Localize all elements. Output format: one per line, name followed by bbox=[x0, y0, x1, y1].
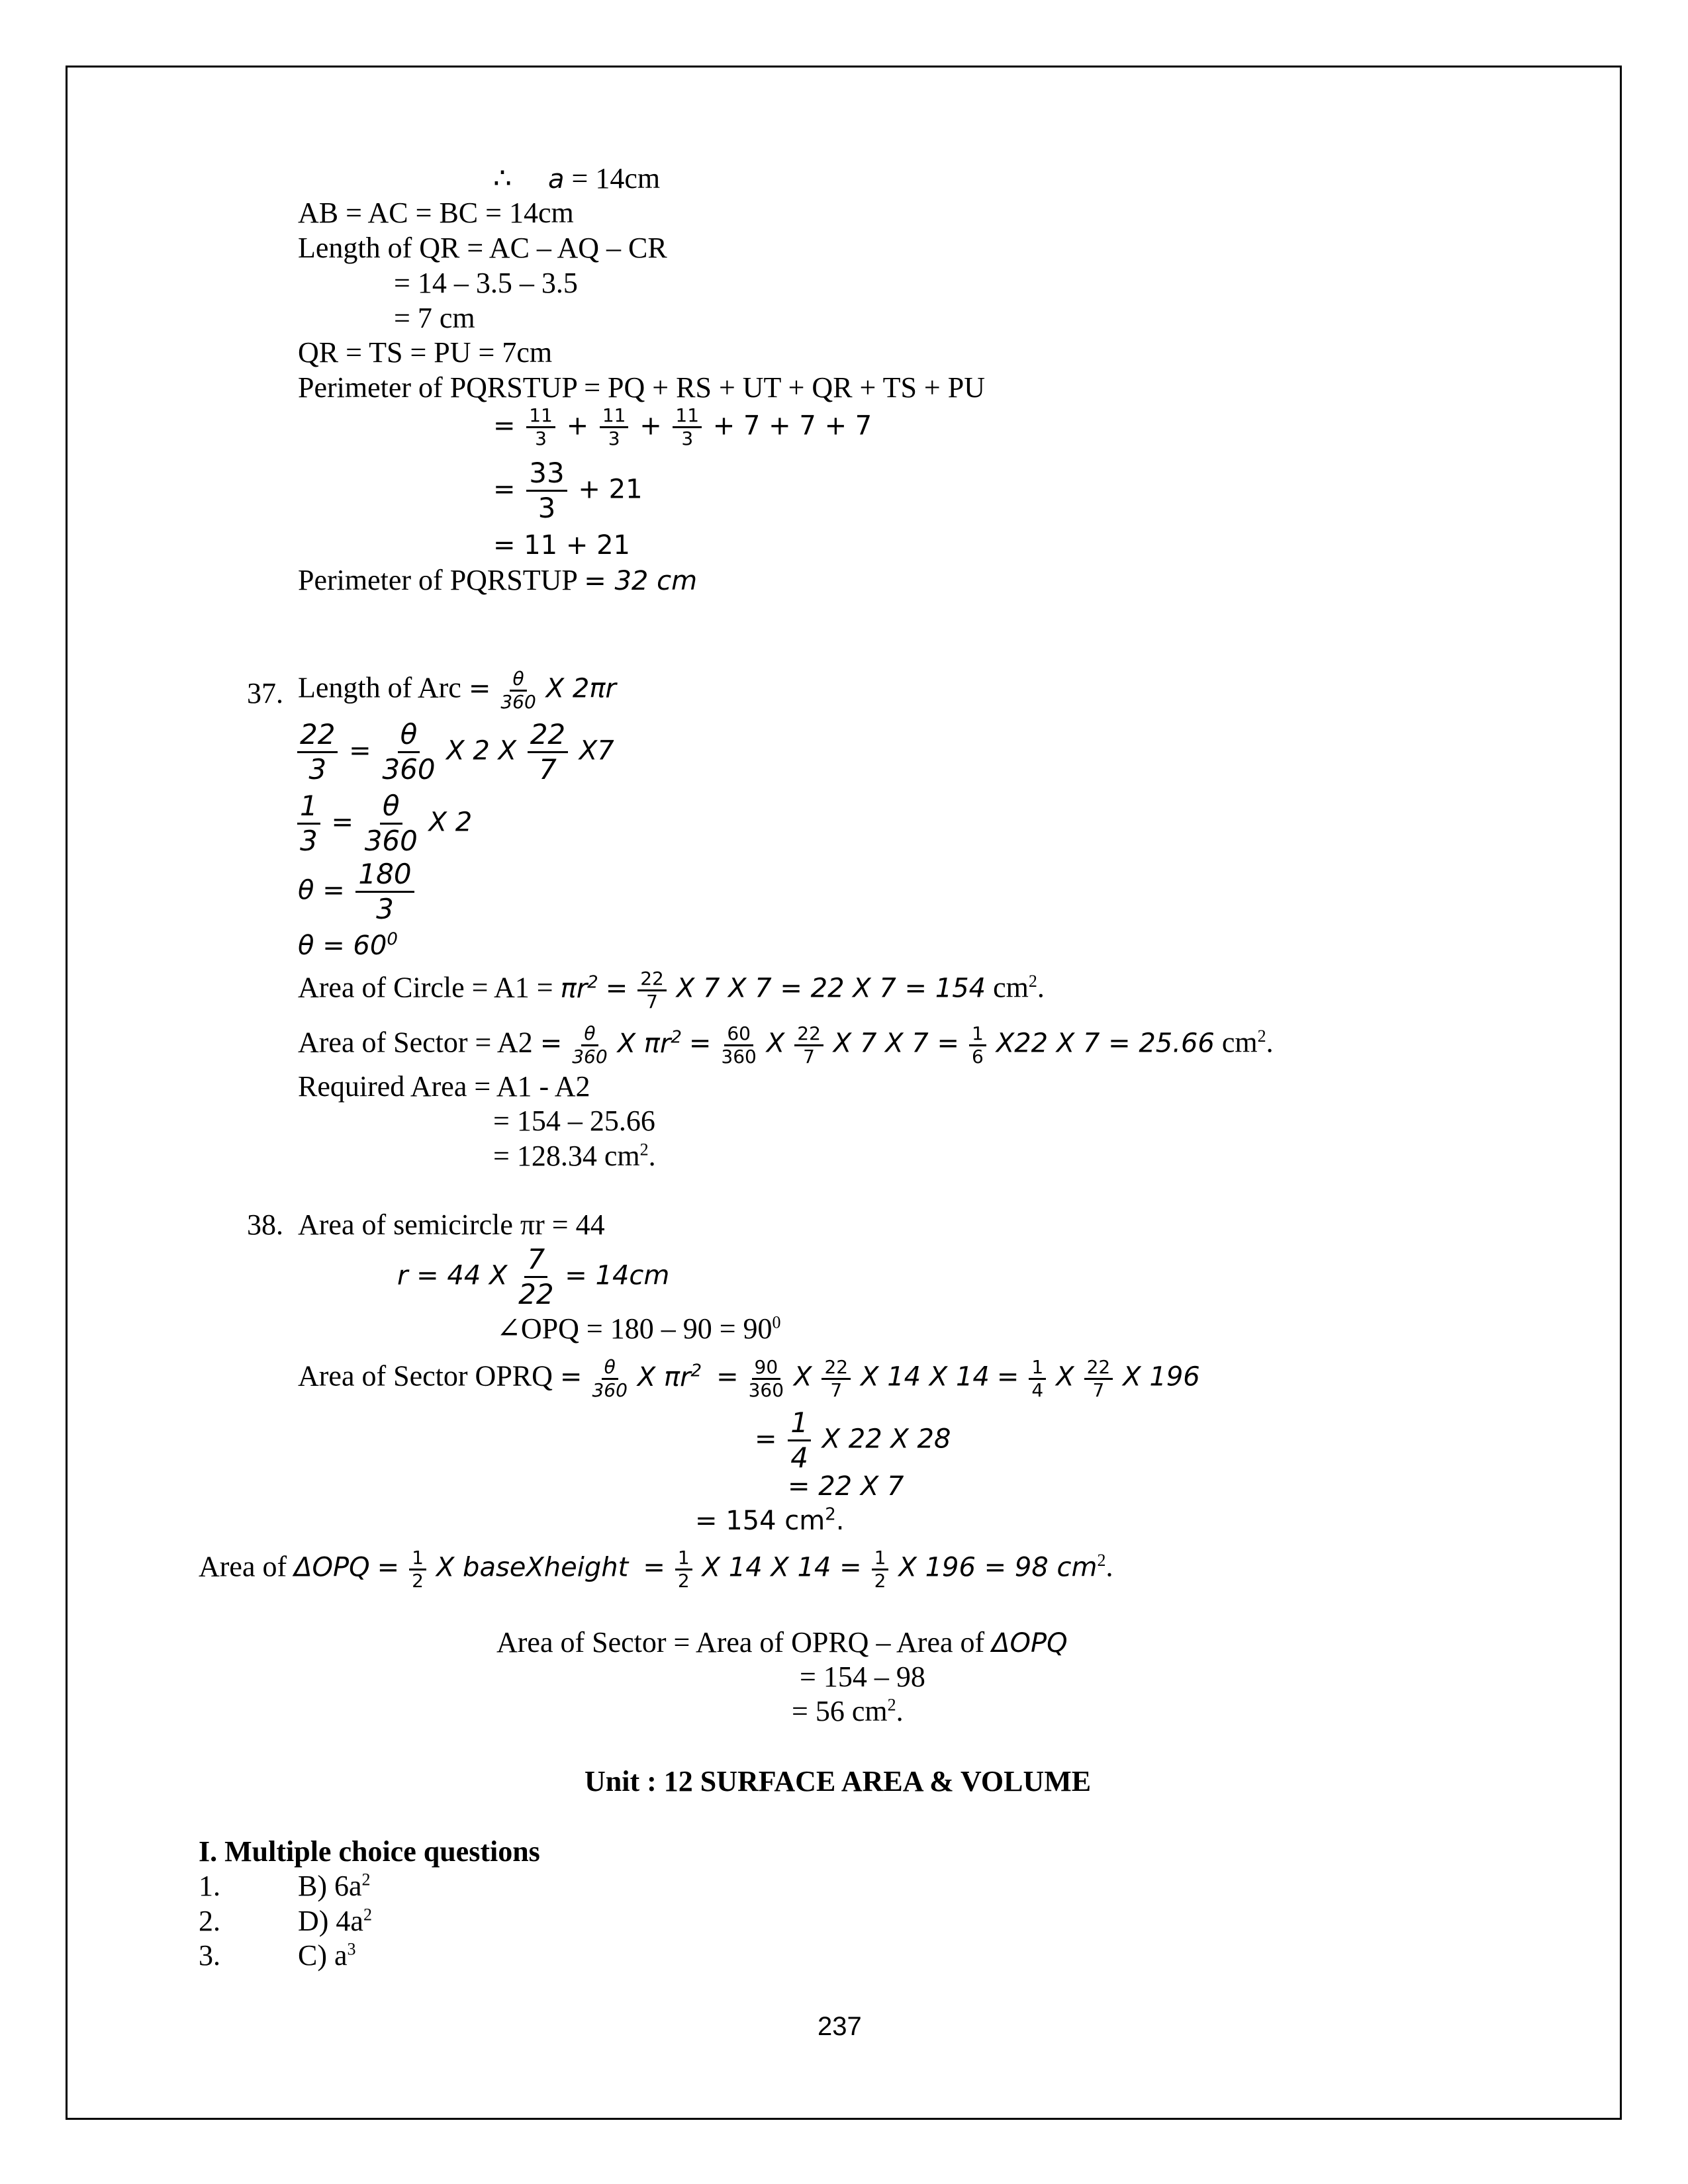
fraction: $\frac{\theta}{360}$ bbox=[382, 718, 436, 786]
q37-theta-result: $\theta = 60^0$ bbox=[298, 929, 398, 961]
fraction: $\frac{1}{2}$ bbox=[409, 1547, 426, 1592]
fraction: $\frac{11}{3}$ bbox=[673, 405, 702, 449]
fraction: $\frac{22}{3}$ bbox=[297, 718, 338, 786]
unit-title: Unit : 12 SURFACE AREA & VOLUME bbox=[585, 1765, 1092, 1797]
q37-step: θ = $\frac{180}{3}$ bbox=[298, 858, 417, 926]
fraction: $\frac{180}{3}$ bbox=[355, 858, 414, 926]
fraction: $\frac{\theta}{360}$ bbox=[592, 1356, 628, 1401]
q38-step: = $\frac{1}{4}$ X 22 X 28 bbox=[755, 1406, 951, 1474]
fraction: $\frac{33}{3}$ bbox=[526, 457, 567, 525]
fraction: $\frac{1}{4}$ bbox=[1029, 1357, 1046, 1401]
page-number: 237 bbox=[818, 2012, 862, 2041]
fraction: $\frac{\theta}{360}$ bbox=[500, 668, 536, 713]
q38-sector-area: Area of Sector OPRQ = $\frac{\theta}{360}$ X $\pi r^2$ = $\frac{90}{360}$ X $\frac{22}{7}$ X 14 X 14 = $\frac{1}{4}$ X $\frac{22}{7}$ X 196 bbox=[298, 1356, 1200, 1401]
text-line: = 154 – 98 bbox=[800, 1661, 925, 1693]
fraction: $\frac{7}{22}$ bbox=[518, 1243, 554, 1310]
mcq-item-answer: C) $a^3$ bbox=[298, 1939, 356, 1972]
fraction: $\frac{11}{3}$ bbox=[600, 405, 629, 449]
text-line: AB = AC = BC = 14cm bbox=[298, 197, 574, 229]
q37-step: $\frac{22}{3}$ = $\frac{\theta}{360}$ X 2 X $\frac{22}{7}$ X7 bbox=[295, 718, 614, 786]
q38-sector-result: = 154 $cm^2$. bbox=[695, 1504, 845, 1536]
q38-final-formula: Area of Sector = Area of OPRQ – Area of ΔOPQ bbox=[496, 1626, 1068, 1659]
q38-number: 38. bbox=[247, 1208, 283, 1241]
text-line: = 7 cm bbox=[394, 302, 475, 334]
mcq-heading: I. Multiple choice questions bbox=[199, 1835, 540, 1868]
mcq-item-answer: B) $6a^2$ bbox=[298, 1870, 371, 1902]
q38-triangle-area: Area of ΔOPQ = $\frac{1}{2}$ X baseXheight = $\frac{1}{2}$ X 14 X 14 = $\frac{1}{2}$ X 196 = 98 $cm^2$. bbox=[199, 1547, 1113, 1592]
text-line: = 14 – 3.5 – 3.5 bbox=[394, 267, 578, 299]
q38-result: = 56 $cm^2$. bbox=[792, 1695, 904, 1727]
q37-arc-formula: Length of Arc = $\frac{\theta}{360}$ X 2πr bbox=[298, 668, 616, 713]
fraction: $\frac{1}{4}$ bbox=[788, 1406, 811, 1475]
q38-angle: ∠OPQ = $180 - 90 = 90^0$ bbox=[496, 1312, 781, 1345]
perimeter-step: = $\frac{33}{3}$ + 21 bbox=[493, 457, 643, 524]
q37-circle-area: Area of Circle = $A1 = \pi r^2$ = $\frac{22}{7}$ X 7 X 7 = 22 X 7 = 154 $cm^2$. bbox=[298, 968, 1045, 1013]
q37-number: 37. bbox=[247, 677, 283, 709]
text-line: = 154 – 25.66 bbox=[493, 1105, 655, 1137]
fraction: $\frac{22}{7}$ bbox=[821, 1357, 851, 1401]
fraction: $\frac{60}{360}$ bbox=[721, 1023, 757, 1068]
perimeter-result: Perimeter of PQRSTUP = 32 cm bbox=[298, 564, 698, 596]
therefore-line: ∴ a = 14cm bbox=[493, 162, 661, 195]
fraction: $\frac{1}{2}$ bbox=[872, 1547, 889, 1592]
q37-sector-area: Area of Sector = A2 = $\frac{\theta}{360}$ X $\pi r^2$ = $\frac{60}{360}$ X $\frac{22}{7}$ X 7 X 7 = $\frac{1}{6}$ X22 X 7 = 25.66 $cm^2$. bbox=[298, 1023, 1274, 1068]
mcq-item-number: 3. bbox=[199, 1939, 220, 1972]
fraction: $\frac{1}{6}$ bbox=[969, 1023, 986, 1068]
fraction: $\frac{\theta}{360}$ bbox=[364, 790, 418, 857]
fraction: $\frac{22}{7}$ bbox=[637, 968, 667, 1013]
mcq-item-number: 2. bbox=[199, 1905, 220, 1937]
fraction: $\frac{1}{2}$ bbox=[675, 1547, 692, 1592]
q38-step: = 22 X 7 bbox=[788, 1471, 904, 1502]
text-line: Length of QR = AC – AQ – CR bbox=[298, 232, 667, 264]
q37-result: = 128.34 $cm^2$. bbox=[493, 1140, 656, 1172]
text-line: QR = TS = PU = 7cm bbox=[298, 336, 553, 369]
q38-radius: r = 44 X $\frac{7}{22}$ = 14cm bbox=[397, 1243, 670, 1310]
fraction: $\frac{1}{3}$ bbox=[297, 790, 320, 858]
text-line: Required Area = A1 - A2 bbox=[298, 1070, 590, 1103]
mcq-item-answer: D) $4a^2$ bbox=[298, 1905, 372, 1937]
fraction: $\frac{90}{360}$ bbox=[748, 1356, 784, 1401]
fraction: $\frac{22}{7}$ bbox=[1084, 1357, 1113, 1401]
fraction: $\frac{\theta}{360}$ bbox=[572, 1023, 608, 1068]
fraction: $\frac{22}{7}$ bbox=[794, 1023, 823, 1068]
q37-step: $\frac{1}{3}$ = $\frac{\theta}{360}$ X 2 bbox=[295, 790, 472, 858]
fraction: $\frac{22}{7}$ bbox=[528, 718, 568, 786]
perimeter-sum: = $\frac{11}{3}$ + $\frac{11}{3}$ + $\frac{11}{3}$ + 7 + 7 + 7 bbox=[493, 404, 872, 449]
q38-label: Area of semicircle πr = 44 bbox=[298, 1208, 605, 1241]
perimeter-step: = 11 + 21 bbox=[493, 530, 630, 561]
fraction: $\frac{11}{3}$ bbox=[526, 405, 555, 449]
mcq-item-number: 1. bbox=[199, 1870, 220, 1902]
text-line: Perimeter of PQRSTUP = PQ + RS + UT + QR + TS + PU bbox=[298, 371, 985, 404]
